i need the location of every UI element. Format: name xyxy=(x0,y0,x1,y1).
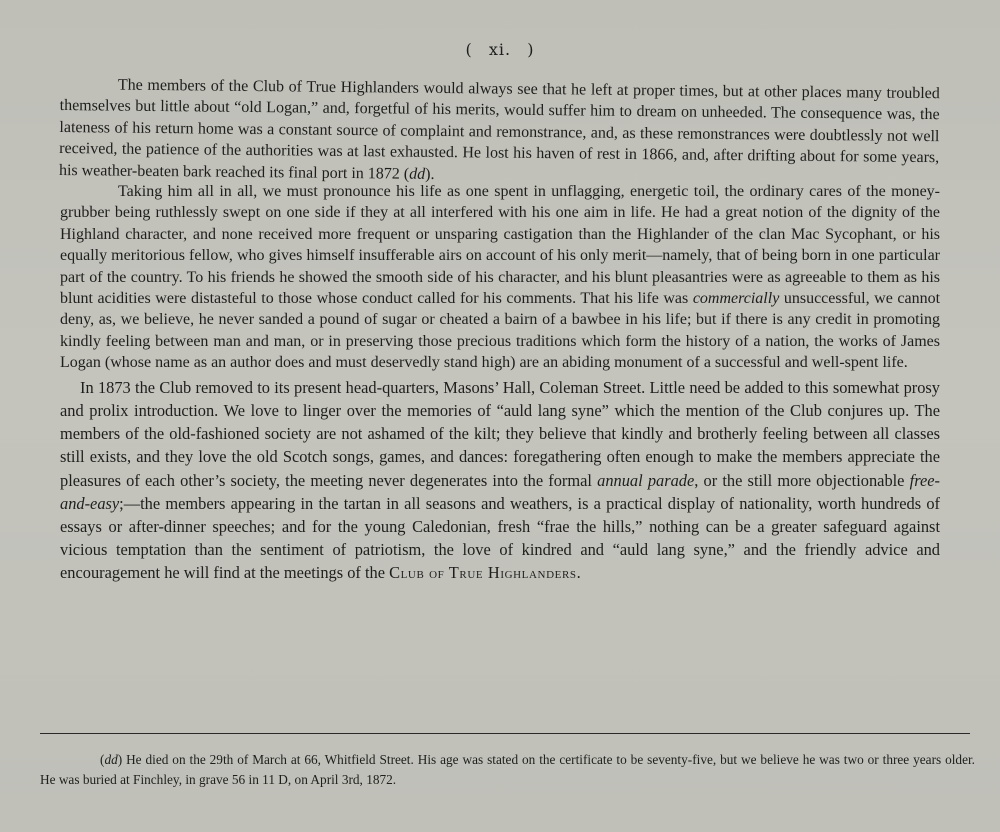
text-run: ;—the members appearing in the tartan in all seasons and weathers, is a practical display of nationality, worth hundreds of essays or after-dinner speeches; and for the young Caledonian, fresh “frae the hills,” nothing can be a greater safeguard against vicious temptation than the sentiment of patriotism, the love of kindred and “auld lang syne,” and the friendly advice and encouragement he will find at the meetings of the xyxy=(60,493,940,583)
footnote xyxy=(40,750,975,790)
page-number: ( xi. ) xyxy=(465,40,535,59)
text-run: ). xyxy=(425,165,435,183)
emphasis: free-and-easy xyxy=(60,470,940,513)
text-run: . xyxy=(576,563,581,583)
emphasis: commercially xyxy=(692,290,780,308)
paragraph-2 xyxy=(60,181,940,374)
footnote-ref: dd xyxy=(409,165,426,183)
footnote-marker: dd xyxy=(104,752,118,767)
text-run: ( xyxy=(100,752,105,767)
body-text xyxy=(60,74,940,585)
text-run: ) He died on the 29th of March at 66, Whitfield Street. His age was stated on the certificate to be seventy-five, but we believe he was two or three years older. He was buried at Finchley, in grave 56 in 11 D, on April 3rd, 1872. xyxy=(40,752,975,787)
text-run: Taking him all in all, we must pronounce his life as one spent in unflagging, energetic toil, the ordinary cares of the money-grubber being ruthlessly swept on one side if they at all interfered with his one aim in life. He had a great notion of the dignity of the Highland character, and none received more frequent or unsparing castigation than the Highlander of the clan Mac Sycophant, or his equally meritorious fellow, who gives himself insufferable airs on account of his only merit—namely, that of being born in one particular part of the country. To his friends he showed the smooth side of his character, and his blunt pleasantries were as agreeable to them as his blunt acidities were distasteful to those whose conduct called for his comments. That his life was xyxy=(60,183,940,308)
text-run: In 1873 the Club removed to its present head-quarters, Masons’ Hall, Coleman Street. Little need be added to this somewhat prosy and prolix introduction. We love to linger over the memories of “auld lang syne” which the mention of the Club conjures up. The members of the old-fashioned society are not ashamed of the kilt; they believe that kindly and brotherly feeling between all classes still exists, and they love the old Scotch songs, games, and dances: foregathering often enough to make the members appreciate the pleasures of each other’s society, the meeting never degenerates into the formal xyxy=(60,377,940,490)
text-run: The members of the Club of True Highlanders would always see that he left at proper times, but at other places many troubled themselves but little about “old Logan,” and, forgetful of his merits, would suffer him to dream on unheeded. The consequence was, the lateness of his return home was a constant source of complaint and remonstrance, and, as these remonstrances were doubtlessly not well received, the patience of the authorities was at last exhausted. He lost his haven of rest in 1866, and, after drifting about for some years, his weather-beaten bark reached its final port in 1872 ( xyxy=(58,76,940,183)
emphasis: annual parade xyxy=(597,470,695,490)
text-run: , or the still more objectionable xyxy=(694,470,910,490)
footnote-divider xyxy=(40,733,970,734)
paragraph-3 xyxy=(60,376,940,585)
footnote-paragraph xyxy=(40,750,975,790)
paragraph-1 xyxy=(59,74,940,190)
text-run: unsuccessful, we cannot deny, as, we believe, he never sanded a pound of sugar or cheated a bairn of a bawbee in his life; but if there is any credit in promoting kindly feeling between man and man, or in preserving those precious traditions which form the history of a nation, the works of James Logan (whose name as an author does and must deservedly stand high) are an abiding monument of a successful and well-spent life. xyxy=(60,290,941,372)
club-name: Club of True Highlanders xyxy=(389,563,577,583)
